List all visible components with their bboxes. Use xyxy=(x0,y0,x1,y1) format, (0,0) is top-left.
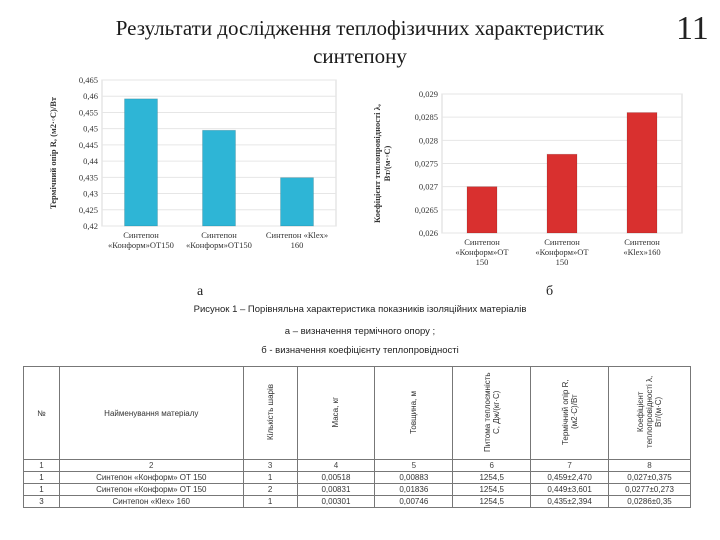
table-cell: 1254,5 xyxy=(453,496,531,508)
x-tick-label: Синтепон «Кlex»160 xyxy=(623,237,661,257)
col-header-material: Найменування матеріалу xyxy=(59,367,243,460)
table-cell: 1254,5 xyxy=(453,484,531,496)
y-axis-label: Термічний опір R, (м2·◦С)/Вт xyxy=(48,96,58,210)
y-tick-label: 0,0265 xyxy=(414,204,438,215)
table-cell: 0,459±2,470 xyxy=(531,472,609,484)
y-tick-label: 0,44 xyxy=(83,156,98,167)
table-row xyxy=(24,472,691,484)
bar xyxy=(467,187,497,233)
table-cell: 2 xyxy=(243,484,297,496)
y-tick-label: 0,46 xyxy=(83,91,98,102)
y-tick-label: 0,028 xyxy=(418,135,438,146)
table-cell: 0,00746 xyxy=(375,496,453,508)
table-cell: 0,00883 xyxy=(375,472,453,484)
y-tick-label: 0,0285 xyxy=(414,112,438,123)
table-header-row xyxy=(24,367,691,460)
col-header-mass: Маса, кг xyxy=(297,367,375,460)
chart-thermal-resistance xyxy=(40,72,340,272)
table-cell: 1 xyxy=(24,484,60,496)
panel-label-a: а xyxy=(197,284,204,299)
y-tick-label: 0,43 xyxy=(83,188,98,199)
table-column-number-row xyxy=(24,460,691,472)
slide-number: 11 xyxy=(676,10,709,47)
bar xyxy=(203,130,236,226)
table-cell: 6 xyxy=(453,460,531,472)
table-row xyxy=(24,484,691,496)
x-tick-label: Синтепон «Конформ»ОТ 150 xyxy=(455,237,509,267)
bar xyxy=(125,99,158,226)
table-cell: 1 xyxy=(243,496,297,508)
y-tick-label: 0,029 xyxy=(418,89,438,99)
table-cell: 0,027±0,375 xyxy=(609,472,691,484)
table-cell: Синтепон «Конформ» ОТ 150 xyxy=(59,472,243,484)
y-tick-label: 0,026 xyxy=(418,228,438,238)
slide-title-line1: Результати дослідження теплофізичних характеристик xyxy=(115,16,605,40)
y-tick-label: 0,42 xyxy=(83,221,98,231)
bar xyxy=(627,113,657,233)
y-tick-label: 0,435 xyxy=(78,172,98,183)
table-cell: 0,00301 xyxy=(297,496,375,508)
slide-title-line2: синтепону xyxy=(313,44,407,68)
chart-thermal-conductivity-svg xyxy=(370,82,690,282)
results-table xyxy=(23,366,691,508)
table-cell: 3 xyxy=(24,496,60,508)
y-tick-label: 0,027 xyxy=(418,181,438,192)
table-cell: Синтепон «Кlex» 160 xyxy=(59,496,243,508)
table-cell: 5 xyxy=(375,460,453,472)
table-cell: 1254,5 xyxy=(453,472,531,484)
table-cell: 0,00831 xyxy=(297,484,375,496)
table-cell: 0,435±2,394 xyxy=(531,496,609,508)
table-cell: 1 xyxy=(24,472,60,484)
table-cell: 0,01836 xyxy=(375,484,453,496)
table-cell: 1 xyxy=(243,472,297,484)
y-tick-label: 0,45 xyxy=(83,123,98,134)
y-tick-label: 0,0275 xyxy=(414,158,438,169)
chart-thermal-resistance-svg xyxy=(40,72,340,272)
bar xyxy=(281,178,314,226)
table-cell: 2 xyxy=(59,460,243,472)
col-header-heat-capacity: Питома теплоємність С, Дж/(кг·С) xyxy=(453,367,531,460)
x-tick-label: Синтепон «Конформ»ОТ150 xyxy=(186,230,252,250)
y-axis-label: Коефіцієнт теплопровідності λ,Вт/(м·◦С) xyxy=(372,104,392,223)
y-tick-label: 0,425 xyxy=(78,204,98,215)
y-tick-label: 0,455 xyxy=(78,107,98,118)
figure-caption-a: а – визначення термічного опору ; xyxy=(284,326,436,337)
col-header-conductivity: Коефіцієнт теплопровідності λ, Вт/(м·С) xyxy=(609,367,691,460)
chart-thermal-conductivity xyxy=(370,82,690,282)
x-tick-label: Синтепон «Конформ»ОТ 150 xyxy=(535,237,589,267)
col-header-number: № xyxy=(24,367,60,460)
table-cell: 0,0277±0,273 xyxy=(609,484,691,496)
table-cell: 0,00518 xyxy=(297,472,375,484)
table-cell: 0,449±3,601 xyxy=(531,484,609,496)
slide-title xyxy=(60,14,660,70)
table-cell: 0,0286±0,35 xyxy=(609,496,691,508)
col-header-layers: Кількість шарів xyxy=(243,367,297,460)
x-tick-label: Синтепон «Кlex» 160 xyxy=(265,230,329,250)
table-cell: Синтепон «Конформ» ОТ 150 xyxy=(59,484,243,496)
table-cell: 8 xyxy=(609,460,691,472)
table-cell: 4 xyxy=(297,460,375,472)
x-tick-label: Синтепон «Конформ»ОТ150 xyxy=(108,230,174,250)
table-cell: 7 xyxy=(531,460,609,472)
figure-caption: Рисунок 1 – Порівняльна характеристика показників ізоляційних матеріалів xyxy=(193,304,527,315)
col-header-thickness: Товщина, м xyxy=(375,367,453,460)
y-tick-label: 0,465 xyxy=(78,75,98,85)
figure-caption-b: б - визначення коефіцієнту теплопровідності xyxy=(261,345,459,356)
col-header-thermal-resistance: Термічний опір R, (м2·С)/Вт xyxy=(531,367,609,460)
table-cell: 3 xyxy=(243,460,297,472)
table-cell: 1 xyxy=(24,460,60,472)
table-row xyxy=(24,496,691,508)
y-tick-label: 0,445 xyxy=(78,139,98,150)
bar xyxy=(547,154,577,233)
panel-label-b: б xyxy=(546,284,554,299)
